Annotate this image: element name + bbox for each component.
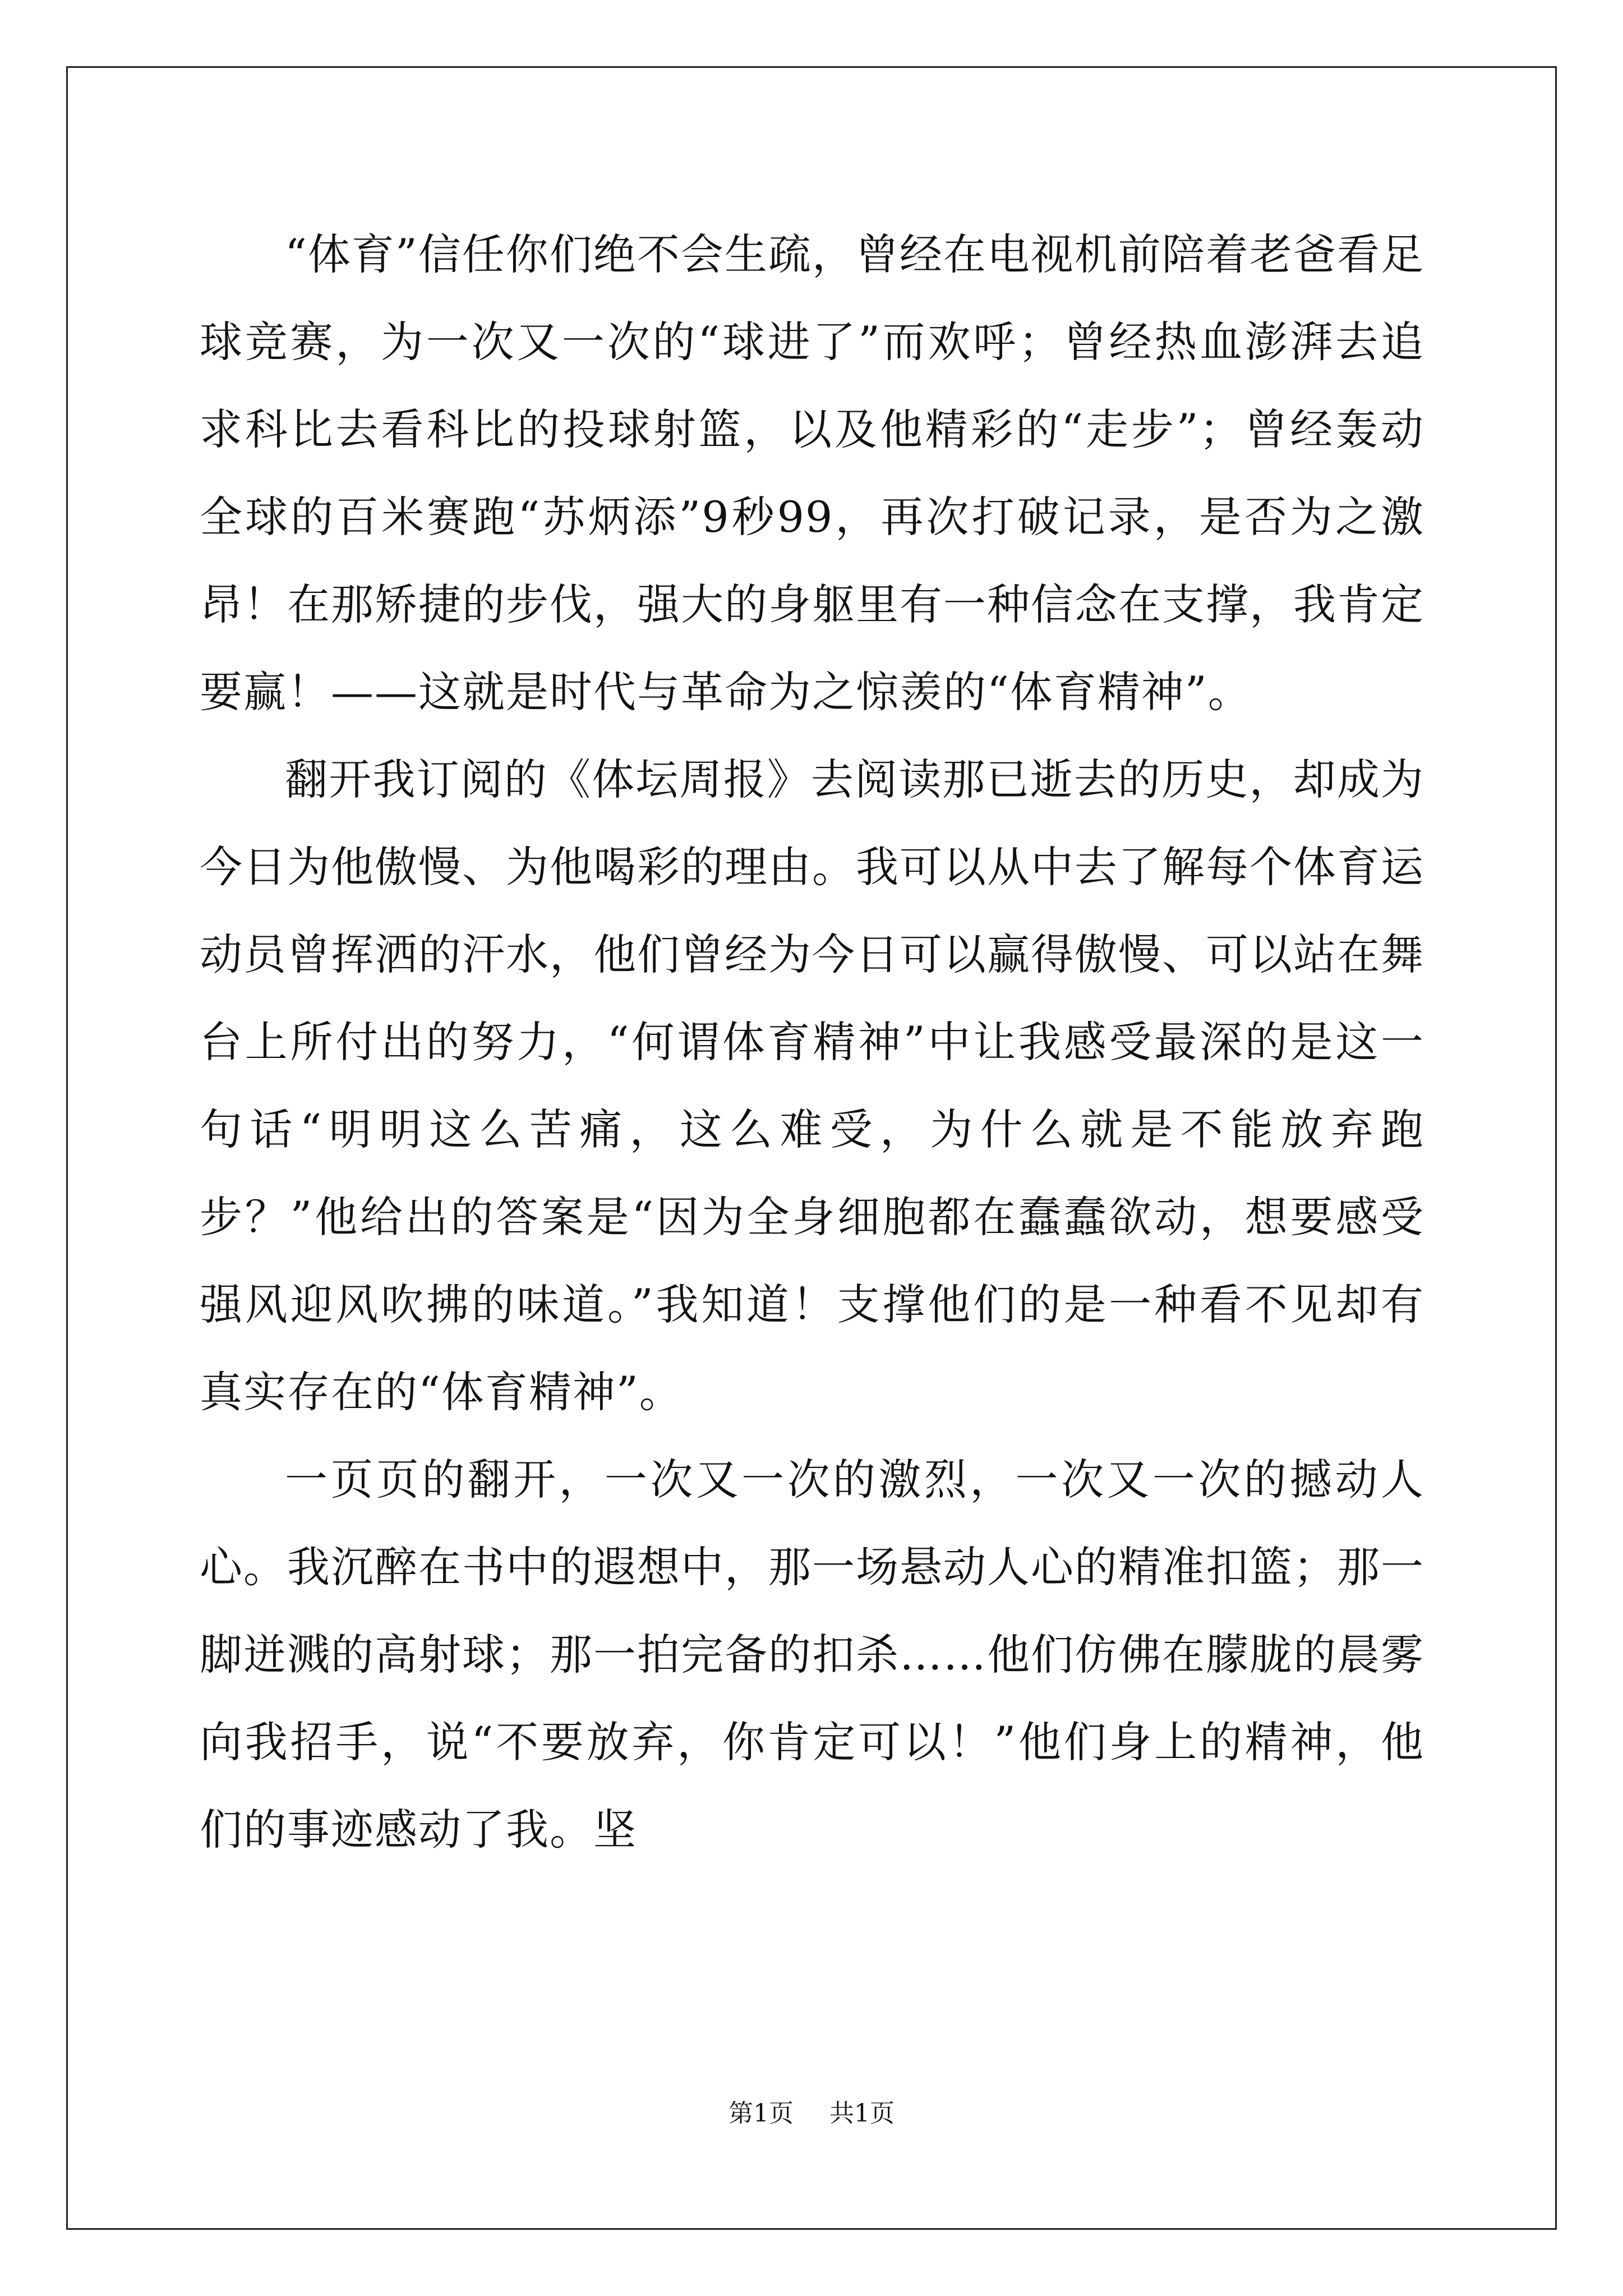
page-footer — [0, 2097, 1623, 2131]
paragraph-2: 翻开我订阅的《体坛周报》去阅读那已逝去的历史，却成为今日为他傲慢、为他喝彩的理由。我可以从中去了解每个体育运动员曾挥洒的汗水，他们曾经为今日可以赢得傲慢、可以站在舞台上所付出的努力，“何谓体育精神”中让我感受最深的是这一句话“明明这么苦痛，这么难受，为什么就是不能放弃跑步？”他给出的答案是“因为全身细胞都在蠢蠢欲动，想要感受强风迎风吹拂的味道。”我知道！支撑他们的是一种看不见却有真实存在的“体育精神”。 — [200, 754, 1424, 1417]
paragraph-1: “体育”信任你们绝不会生疏，曾经在电视机前陪着老爸看足球竞赛，为一次又一次的“球进了”而欢呼；曾经热血澎湃去追求科比去看科比的投球射篮，以及他精彩的“走步”；曾经轰动全球的百米赛跑“苏炳添”9秒99，再次打破记录，是否为之激昂！在那矫捷的步伐，强大的身躯里有一种信念在支撑，我肯定要赢！——这就是时代与革命为之惊羡的“体育精神”。 — [200, 229, 1424, 717]
paragraph-3: 一页页的翻开，一次又一次的激烈，一次又一次的撼动人心。我沉醉在书中的遐想中，那一场悬动人心的精准扣篮；那一脚迸溅的高射球；那一拍完备的扣杀……他们仿佛在朦胧的晨雾向我招手，说“不要放弃，你肯定可以！”他们身上的精神，他们的事迹感动了我。坚 — [200, 1455, 1424, 1855]
page-total: 共1页 — [829, 2099, 895, 2128]
document-body — [200, 211, 1424, 1874]
page-number: 第1页 — [728, 2099, 794, 2128]
